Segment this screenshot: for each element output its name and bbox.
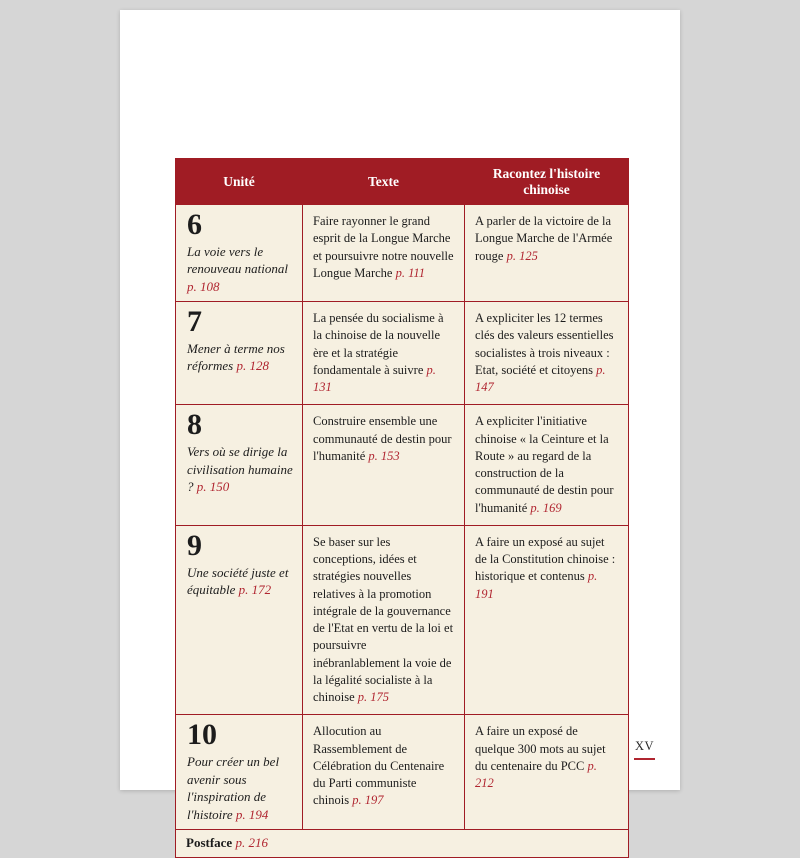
texte-text: Construire ensemble une communauté de destin pour l'humanité	[313, 414, 452, 463]
unit-title: Mener à terme nos réformes	[187, 340, 285, 374]
postface-cell	[176, 830, 629, 858]
texte-cell	[303, 205, 465, 302]
page-number-folio	[634, 739, 655, 760]
unit-number: 6	[187, 208, 202, 241]
postface-page-ref: p. 216	[235, 835, 268, 851]
unit-title: La voie vers le renouveau national	[187, 243, 288, 277]
postface-label: Postface	[186, 835, 233, 851]
texte-cell	[303, 525, 465, 715]
table-of-contents	[175, 158, 629, 858]
unit-number: 7	[187, 305, 202, 339]
unit-page-ref: p. 150	[196, 479, 230, 495]
postface-row	[176, 830, 629, 858]
unit-page-ref: p. 108	[187, 278, 220, 294]
racontez-text: A expliciter l'initiative chinoise « la Ceinture et la Route » au regard de la construction de la communauté de destin pour l'humanité	[475, 414, 614, 515]
racontez-text: A parler de la victoire de la Longue Marche de l'Armée rouge	[475, 214, 613, 263]
texte-text: La pensée du socialisme à la chinoise de la nouvelle ère et la stratégie fondamentale à suivre	[313, 311, 444, 377]
unit-cell	[176, 405, 303, 526]
unit-description	[187, 340, 293, 375]
toc-row-unit-8	[176, 405, 629, 526]
unit-page-ref: p. 194	[235, 806, 269, 822]
racontez-page-ref: p. 125	[506, 248, 538, 263]
column-header-texte: Texte	[303, 159, 465, 205]
racontez-text: A expliciter les 12 termes clés des valeurs essentielles socialistes à trois niveaux : Etat, société et citoyens	[475, 311, 614, 377]
unit-page-ref: p. 128	[236, 358, 269, 374]
unit-title: Vers où se dirige la civilisation humaine ?	[187, 444, 293, 495]
texte-page-ref: p. 153	[368, 448, 400, 463]
racontez-page-ref: p. 212	[475, 758, 597, 791]
racontez-cell	[465, 525, 629, 715]
unit-cell	[176, 525, 303, 715]
unit-number: 9	[187, 528, 202, 562]
racontez-page-ref: p. 169	[530, 500, 562, 515]
toc-row-unit-6	[176, 205, 629, 302]
racontez-page-ref: p. 147	[475, 362, 606, 395]
unit-cell	[176, 715, 303, 830]
texte-text: Se baser sur les conceptions, idées et stratégies nouvelles relatives à la promotion intégrale de la gouvernance de l'Etat en vertu de la loi et poursuivre inébranlablement la voie de la légalité socialiste à la chinoise	[313, 534, 454, 705]
texte-cell	[303, 715, 465, 830]
unit-description	[187, 753, 293, 823]
page-number: XV	[634, 739, 655, 753]
unit-number: 8	[187, 408, 202, 442]
unit-description	[187, 443, 293, 496]
texte-page-ref: p. 131	[313, 362, 436, 395]
toc-header	[176, 159, 629, 205]
unit-description	[187, 564, 293, 599]
texte-page-ref: p. 175	[357, 690, 390, 705]
column-header-unite: Unité	[176, 159, 303, 205]
racontez-page-ref: p. 191	[475, 569, 598, 601]
texte-text: Allocution au Rassemblement de Célébration du Centenaire du Parti communiste chinois	[313, 724, 445, 808]
toc-row-unit-10	[176, 715, 629, 830]
unit-title: Une société juste et équitable	[187, 564, 289, 598]
texte-page-ref: p. 197	[352, 793, 384, 808]
texte-text: Faire rayonner le grand esprit de la Longue Marche et poursuivre notre nouvelle Longue Marche	[313, 214, 454, 280]
toc-row-unit-7	[176, 302, 629, 405]
unit-number: 10	[187, 718, 217, 752]
texte-cell	[303, 302, 465, 405]
toc-row-unit-9	[176, 525, 629, 715]
header-row	[176, 159, 629, 205]
racontez-text: A faire un exposé au sujet de la Constitution chinoise : historique et contenus	[475, 534, 616, 584]
column-header-racontez: Racontez l'histoire chinoise	[465, 159, 629, 205]
unit-description	[187, 243, 293, 296]
unit-title: Pour créer un bel avenir sous l'inspiration de l'histoire	[187, 754, 280, 822]
racontez-cell	[465, 302, 629, 405]
texte-page-ref: p. 111	[395, 265, 426, 280]
book-page	[120, 10, 680, 851]
unit-cell	[176, 205, 303, 302]
racontez-cell	[465, 205, 629, 302]
racontez-cell	[465, 715, 629, 830]
folio-underline	[634, 758, 655, 760]
unit-page-ref: p. 172	[238, 582, 272, 598]
unit-cell	[176, 302, 303, 405]
texte-cell	[303, 405, 465, 526]
racontez-text: A faire un exposé de quelque 300 mots au sujet du centenaire du PCC	[475, 724, 606, 773]
racontez-cell	[465, 405, 629, 526]
